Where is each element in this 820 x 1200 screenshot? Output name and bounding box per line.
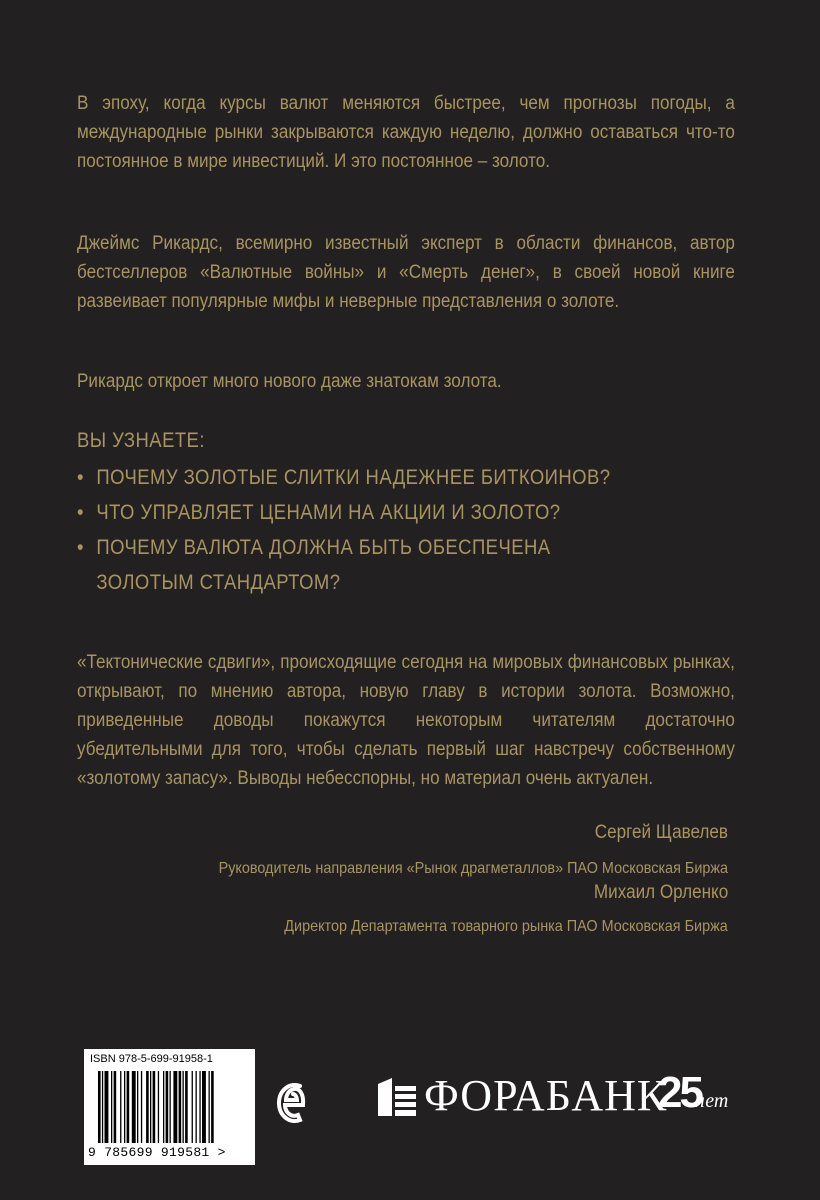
forabank-name: ФОРАБАНК [424,1071,668,1120]
barcode-bars [98,1071,248,1143]
barcode-bar [150,1071,151,1143]
barcode-bar [127,1071,130,1143]
barcode-box [84,1049,255,1165]
learn-item-1 [77,460,746,495]
anniversary-unit: лет [696,1090,729,1112]
forabank-mark-icon [378,1078,416,1116]
barcode-bar [202,1071,206,1143]
barcode-bar [102,1071,103,1143]
barcode-bar [185,1071,188,1143]
barcode-bar [192,1071,193,1143]
barcode-bar [153,1071,156,1143]
bullet-icon: • [77,501,84,524]
learn-section [77,423,746,600]
barcode-bar [199,1071,200,1143]
barcode-bar [114,1071,117,1143]
barcode-digits: 9 785699 919581 > [88,1145,226,1160]
learn-title: ВЫ УЗНАЕТЕ: [77,429,205,452]
signature-name-1: Сергей Щавелев [594,822,728,843]
barcode-bar [105,1071,109,1143]
barcode-bar [111,1071,112,1143]
barcode-bar [209,1071,210,1143]
bullet-icon: • [77,536,84,559]
barcode-bar [120,1071,121,1143]
bullet-icon: • [77,466,84,489]
barcode-bar [196,1071,197,1143]
intro-paragraph-2: Джеймс Рикардс, всемирно известный эксперт в области финансов, автор бестселлеров «Валютные войны» и «Смерть денег», в своей новой книге развеивает популярные мифы и неверные представления о золоте. [77,233,735,312]
barcode-bar [132,1071,136,1143]
learn-item-2 [77,495,746,530]
learn-item-text: ЧТО УПРАВЛЯЕТ ЦЕНАМИ НА АКЦИИ И ЗОЛОТО? [96,501,561,524]
isbn-text: ISBN 978-5-699-91958-1 [90,1053,213,1065]
anniversary-number: 25 [658,1068,701,1117]
barcode-bar [98,1071,101,1143]
barcode-bar [183,1071,184,1143]
barcode-bar [173,1071,177,1143]
review-quote: «Тектонические сдвиги», происходящие сегодня на мировых финансовых рынках, открывают, по мнению автора, новую главу в истории золота. Возможно, приведенные доводы покажутся некоторым читателям достаточно убедительными для того, чтобы сделать первый шаг навстречу собственному «золотому запасу». Выводы небесспорны, но материал очень актуален. [77,652,735,789]
learn-item-text: ПОЧЕМУ ВАЛЮТА ДОЛЖНА БЫТЬ ОБЕСПЕЧЕНА [96,536,551,559]
eksmo-e-logo-icon [276,1080,306,1126]
signature-name-2: Михаил Орленко [593,882,728,903]
learn-item-text: ПОЧЕМУ ЗОЛОТЫЕ СЛИТКИ НАДЕЖНЕЕ БИТКОИНОВ? [96,466,611,489]
learn-list [77,460,746,600]
intro-paragraph-1: В эпоху, когда курсы валют меняются быстрее, чем прогнозы погоды, а международные рынки закрываются каждую неделю, должно оставаться что-то постоянное в мире инвестиций. И это постоянное – золото. [77,93,735,172]
barcode-bar [170,1071,171,1143]
signature-role-1: Руководитель направления «Рынок драгметаллов» ПАО Московская Биржа [218,860,728,877]
barcode-bar [124,1071,125,1143]
barcode-bar [163,1071,164,1143]
learn-item-text-line2: ЗОЛОТЫМ СТАНДАРТОМ? [96,571,341,594]
barcode-bar [137,1071,138,1143]
barcode-bar [146,1071,149,1143]
learn-item-3 [77,530,746,600]
signature-role-2: Директор Департамента товарного рынка ПАО Московская Биржа [284,918,728,935]
barcode-bar [179,1071,182,1143]
barcode-bar [141,1071,142,1143]
intro-paragraph-3: Рикардс откроет много нового даже знатокам золота. [77,371,502,392]
barcode-bar [211,1071,214,1143]
forabank-logo [378,1068,758,1124]
barcode-bar [166,1071,169,1143]
barcode-bar [158,1071,159,1143]
